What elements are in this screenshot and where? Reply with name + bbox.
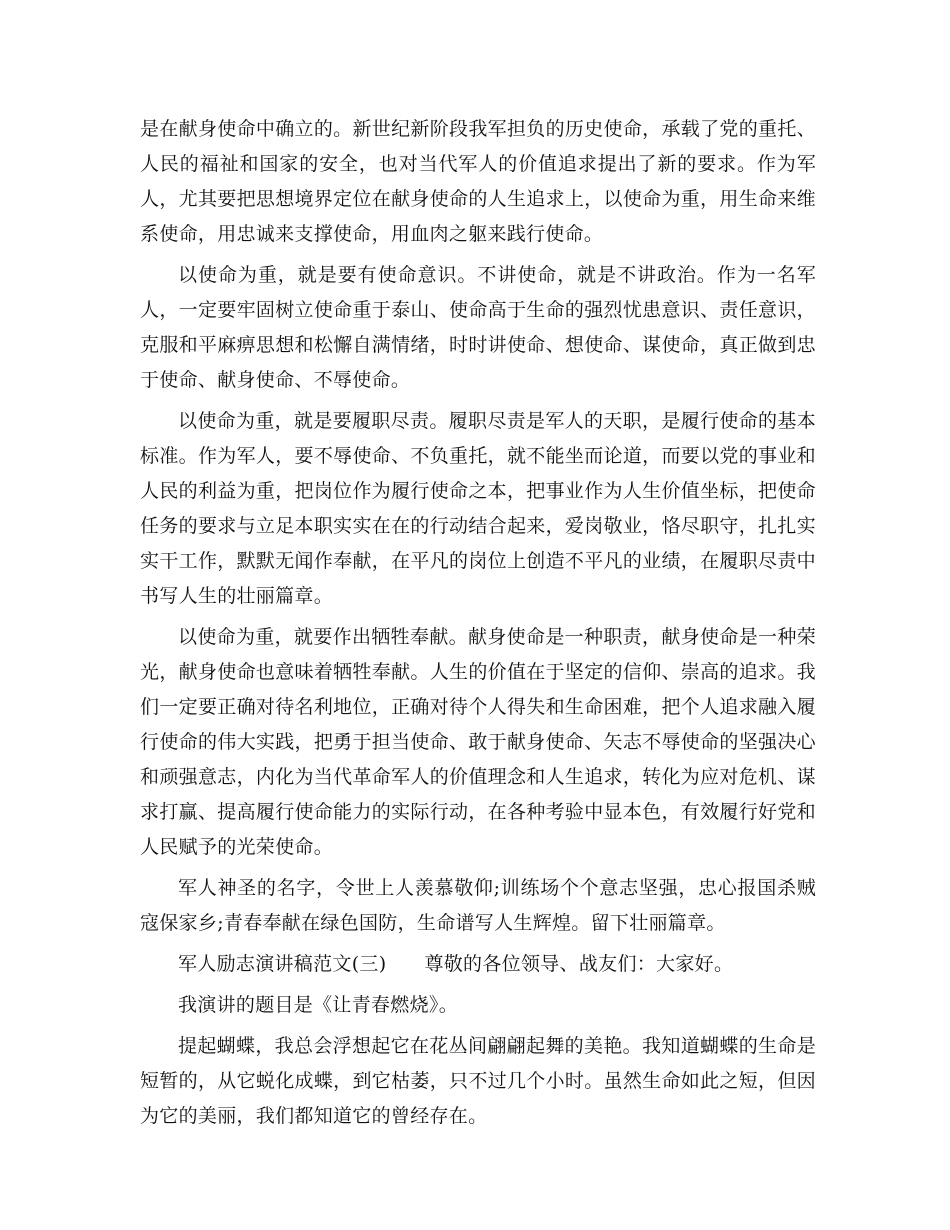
paragraph-sacrifice: 以使命为重，就要作出牺牲奉献。献身使命是一种职责，献身使命是一种荣光，献身使命也意味着牺牲奉献。人生的价值在于坚定的信仰、崇高的追求。我们一定要正确对待名利地位，正确对待个人得失和生命困难，把个人追求融入履行使命的伟大实践，把勇于担当使命、敢于献身使命、矢志不辱使命的坚强决心和顽强意志，内化为当代革命军人的价值理念和人生追求，转化为应对危机、谋求打赢、提高履行使命能力的实际行动，在各种考验中显本色，有效履行好党和人民赋予的光荣使命。 xyxy=(140,626,816,858)
speech-topic: 我演讲的题目是《让青春燃烧》。 xyxy=(178,994,459,1016)
speech-greeting: 尊敬的各位领导、战友们：大家好。 xyxy=(424,953,734,975)
paragraph-duty: 以使命为重，就是要履职尽责。履职尽责是军人的天职，是履行使命的基本标准。作为军人，要不辱使命、不负重托，就不能坐而论道，而要以党的事业和人民的利益为重，把岗位作为履行使命之本，把事业作为人生价值坐标，把使命任务的要求与立足本职实实在在的行动结合起来，爱岗敬业，恪尽职守，扎扎实实干工作，默默无闻作奉献，在平凡的岗位上创造不平凡的业绩，在履职尽责中书写人生的壮丽篇章。 xyxy=(140,410,816,607)
speech-title: 军人励志演讲稿范文(三) xyxy=(178,953,387,975)
document-body xyxy=(140,112,816,1140)
paragraph-mission-intro: 是在献身使命中确立的。新世纪新阶段我军担负的历史使命，承载了党的重托、人民的福祉和国家的安全，也对当代军人的价值追求提出了新的要求。作为军人，尤其要把思想境界定位在献身使命的人生追求上，以使命为重，用生命来维系使命，用忠诚来支撑使命，用血肉之躯来践行使命。 xyxy=(140,118,816,245)
paragraph-butterfly: 提起蝴蝶，我总会浮想起它在花丛间翩翩起舞的美艳。我知道蝴蝶的生命是短暂的，从它蜕化成蝶，到它枯萎，只不过几个小时。虽然生命如此之短，但因为它的美丽，我们都知道它的曾经存在。 xyxy=(140,1035,816,1127)
paragraph-mission-awareness: 以使命为重，就是要有使命意识。不讲使命，就是不讲政治。作为一名军人，一定要牢固树立使命重于泰山、使命高于生命的强烈忧患意识、责任意识，克服和平麻痹思想和松懈自满情绪，时时讲使命、想使命、谋使命，真正做到忠于使命、献身使命、不辱使命。 xyxy=(140,264,816,391)
paragraph-soldier-verse: 军人神圣的名字，令世上人羡慕敬仰;训练场个个意志坚强，忠心报国杀贼寇保家乡;青春奉献在绿色国防，生命谱写人生辉煌。留下壮丽篇章。 xyxy=(140,877,816,934)
speech-heading xyxy=(140,947,816,982)
